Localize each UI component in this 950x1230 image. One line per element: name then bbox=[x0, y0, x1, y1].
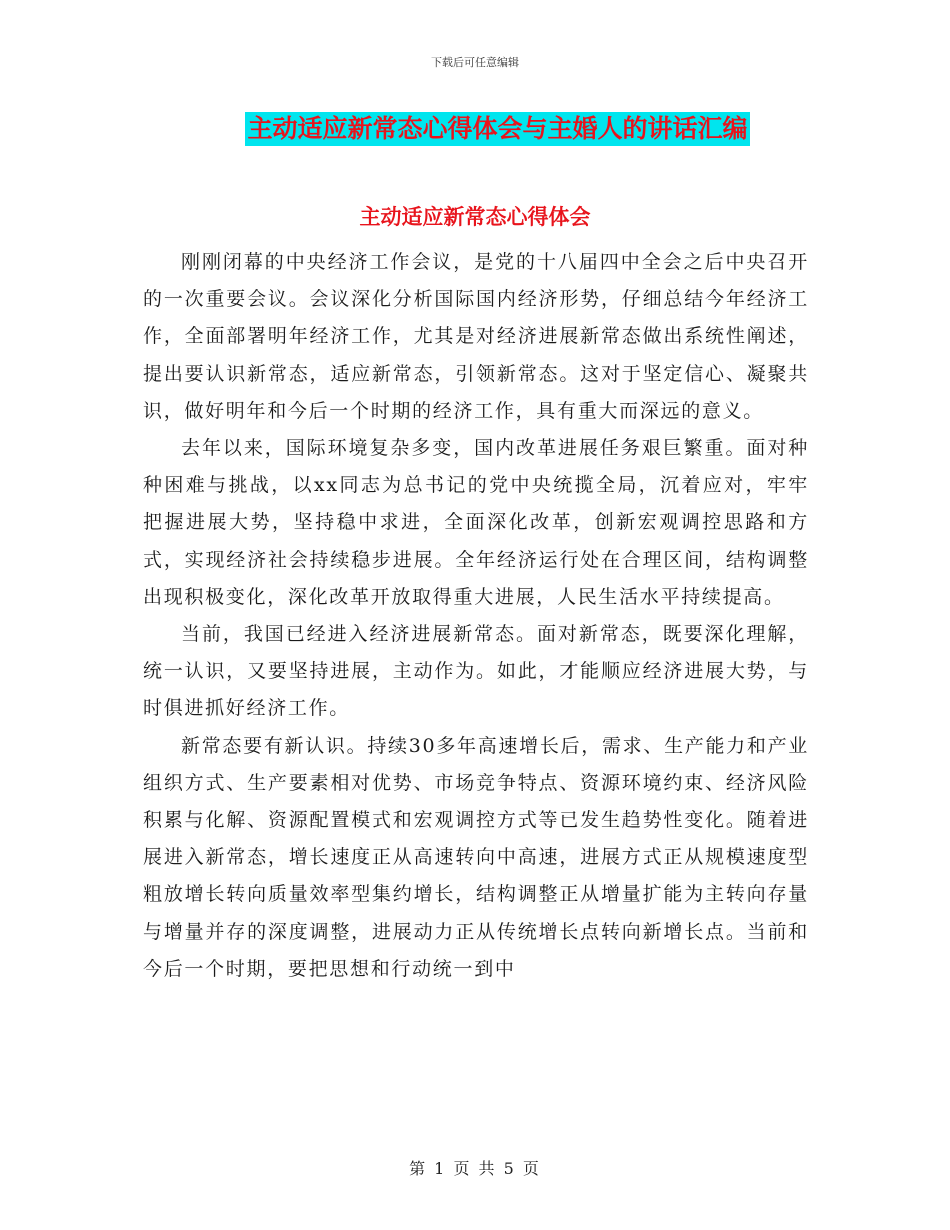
paragraph-4: 新常态要有新认识。持续30多年高速增长后，需求、生产能力和产业组织方式、生产要素相对优势、市场竞争特点、资源环境约束、经济风险积累与化解、资源配置模式和宏观调控方式等已发生趋势性变化。随着进展进入新常态，增长速度正从高速转向中高速，进展方式正从规模速度型粗放增长转向质量效率型集约增长，结构调整正从增量扩能为主转向存量与增量并存的深度调整，进展动力正从传统增长点转向新增长点。当前和今后一个时期，要把思想和行动统一到中 bbox=[143, 734, 809, 980]
document-title: 主动适应新常态心得体会与主婚人的讲话汇编 bbox=[245, 112, 749, 146]
document-body bbox=[143, 244, 809, 988]
page-number: 第 1 页 共 5 页 bbox=[409, 1159, 541, 1178]
paragraph-3: 当前，我国已经进入经济进展新常态。面对新常态，既要深化理解，统一认识，又要坚持进展，主动作为。如此，才能顺应经济进展大势，与时俱进抓好经济工作。 bbox=[143, 623, 809, 720]
paragraph-1: 刚刚闭幕的中央经济工作会议，是党的十八届四中全会之后中央召开的一次重要会议。会议深化分析国际国内经济形势，仔细总结今年经济工作，全面部署明年经济工作，尤其是对经济进展新常态做出系统性阐述，提出要认识新常态，适应新常态，引领新常态。这对于坚定信心、凝聚共识，做好明年和今后一个时期的经济工作，具有重大而深远的意义。 bbox=[143, 251, 809, 422]
page-header-note: 下载后可任意编辑 bbox=[431, 56, 519, 69]
section-title: 主动适应新常态心得体会 bbox=[359, 205, 591, 229]
paragraph-2: 去年以来，国际环境复杂多变，国内改革进展任务艰巨繁重。面对种种困难与挑战，以xx同志为总书记的党中央统揽全局，沉着应对，牢牢把握进展大势，坚持稳中求进，全面深化改革，创新宏观调控思路和方式，实现经济社会持续稳步进展。全年经济运行处在合理区间，结构调整出现积极变化，深化改革开放取得重大进展，人民生活水平持续提高。 bbox=[143, 437, 809, 608]
document-title-container bbox=[0, 112, 950, 146]
